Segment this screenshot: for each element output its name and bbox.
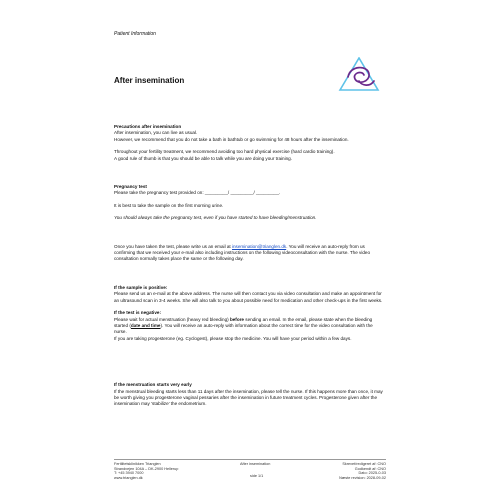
precautions-heading: Precautions after insemination: [114, 124, 182, 129]
negative-heading: If the test is negative:: [114, 310, 161, 316]
pregnancy-note: You should always take the pregnancy test, even if you have started to have bleeding/menstruation.: [114, 215, 317, 221]
precautions-line-2: However, we recommend that you do not take a bath in bathtub or go swimming for 48 hours after the insemination.: [114, 136, 349, 142]
positive-text: Please send us an e-mail at the above address. The nurse will then contact you via video consultation and make an appointment for an ultrasound scan in 3-4 weeks. She will also talk to you about possible need for medication and other check-ups in the first weeks.: [114, 291, 383, 303]
training-line-1: Throughout your fertility treatment, we recommend avoiding too hard physical exercise (hard cardio training).: [114, 149, 335, 155]
footer-address: Fertilitetsklinikken Trianglen Strandvejen 104A – DK-2900 Hellerup T: +45 3940 7000 www.trianglen.dk: [114, 462, 179, 480]
pregnancy-heading: Pregnancy test: [114, 184, 147, 190]
clinic-logo-icon: [338, 57, 380, 92]
page-footer: [114, 459, 386, 480]
header-label: Patient Information: [114, 31, 156, 37]
insemination-email-link[interactable]: insemination@trianglen.dk: [231, 243, 287, 249]
precautions-line-1: After insemination, you can live as usual.: [114, 130, 198, 136]
negative-text: Please wait for actual menstruation (heavy red bleeding) before sending an email. In the email, please state when the bleeding started (date and time). You will receive an auto-reply with information about the correct time for the video consultation with the nurse.: [114, 316, 373, 335]
email-pre-text: Once you have taken the test, please write us an email at: [114, 243, 231, 249]
early-bleeding-text: If the menstrual bleeding starts less than 11 days after the insemination, please tell the nurse. If this happens more than once, it may be worth giving you progesterone vaginal pessaries after the insemination in future treatment cycles. Progesterone given after the insemination may ‘stabilize’ the endometrium.: [114, 388, 383, 407]
positive-heading: If the sample is positive:: [114, 284, 168, 290]
training-line-2: A good rule of thumb is that you should be able to talk while you are doing your training.: [114, 155, 292, 161]
email-instructions: [114, 244, 386, 263]
email-post-text: . You will receive an auto-reply from us confirming that we received your e-mail also including instructions on the following videoconsultation with the nurse. The video consultation normally takes place the same or the following day.: [114, 243, 371, 262]
footer-page-number: side 1/1: [250, 474, 264, 478]
progesterone-text: If you are taking progesterone (eg. Cyclogest), please stop the medicine. You will have your period within a few days.: [114, 335, 352, 341]
footer-revision-info: Skrevet/redigeret af: CNO Godkendt af: CNO Dato: 2025-0-03 Næste revision: 2028-09-02: [339, 462, 386, 480]
pregnancy-test-date: Please take the pregnancy test provided on: _________/ _________/ _________.: [114, 190, 281, 196]
early-bleeding-heading: If the menstruation starts very early: [114, 382, 192, 388]
page-title: After insemination: [114, 76, 185, 85]
pregnancy-morning-urine: It is best to take the sample on the first morning urine.: [114, 202, 224, 208]
footer-doc-title: After insemination: [240, 462, 271, 466]
document-body: [114, 124, 386, 408]
